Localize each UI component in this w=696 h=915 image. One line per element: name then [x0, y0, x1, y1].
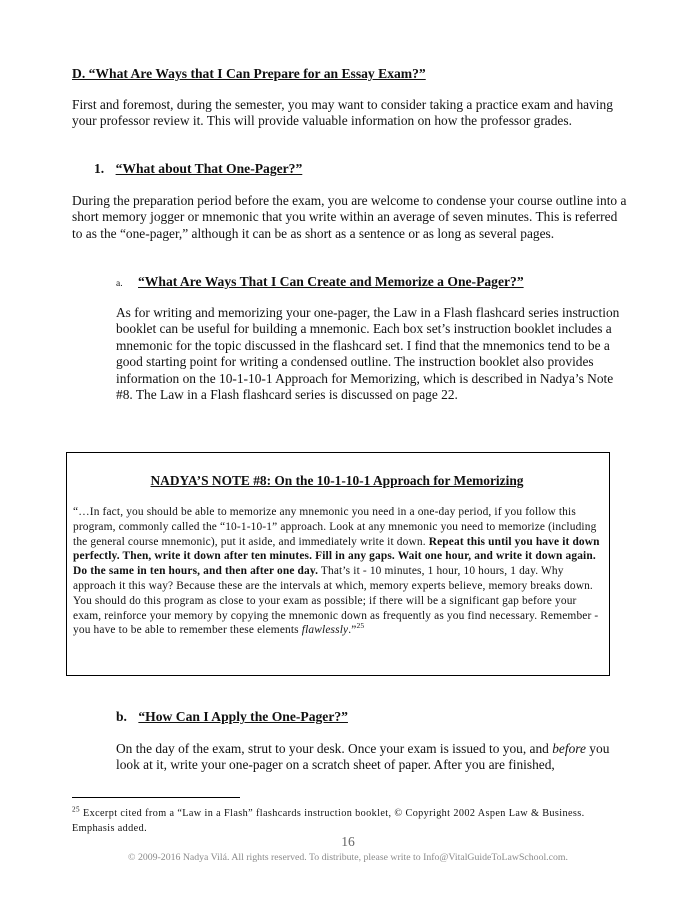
note-text-italic: flawlessly: [301, 624, 349, 637]
footnote-divider: [72, 797, 240, 798]
nadyas-note-box: [66, 452, 610, 676]
note-text-close: .”: [348, 624, 357, 637]
item-b-title: “How Can I Apply the One-Pager?”: [138, 709, 348, 724]
section-heading: D. “What Are Ways that I Can Prepare for an Essay Exam?”: [72, 66, 426, 81]
item-b-text-italic: before: [552, 741, 586, 756]
footnote: [72, 806, 620, 836]
item-1-heading: [94, 161, 302, 177]
footnote-text: Excerpt cited from a “Law in a Flash” flashcards instruction booklet, © Copyright 2002 Aspen Law & Business. Emphasis added.: [72, 808, 585, 834]
item-a-paragraph: As for writing and memorizing your one-pager, the Law in a Flash flashcard series instruction booklet can be useful for building a mnemonic. Each box set’s instruction booklet includes a mnemonic for the topic discussed in the flashcard set. I find that the mnemonics tend to be a good starting point for writing a condensed outline. The instruction booklet also provides information on the 10-1-10-1 Approach for Memorizing, which is described in Nadya’s Note #8. The Law in a Flash flashcard series is discussed on page 22.: [116, 305, 620, 403]
intro-paragraph: First and foremost, during the semester, you may want to consider taking a practice exam and having your professor review it. This will provide valuable information on how the professor grades.: [72, 97, 613, 129]
note-title: [67, 473, 607, 489]
item-a-heading: [116, 274, 524, 290]
item-b-marker: b.: [116, 709, 127, 724]
page-number: 16: [341, 834, 355, 849]
note-body: [73, 505, 601, 638]
item-b-text-start: On the day of the exam, strut to your desk. Once your exam is issued to you, and: [116, 741, 553, 756]
note-text-end: That’s it - 10 minutes, 1 hour, 10 hours, 1 day. Why approach it this way? Because these are the intervals at which, memory experts believe, memory breaks down. You should do this program as close to your exam as possible; if there will be a significant gap before your exam, reinforce your memory by copying the mnemonic down as frequently as you find necessary. Remember - you have to be able to remember these elements: [73, 565, 599, 637]
note-text-start: “…In fact, you should be able to memorize any mnemonic you need in a one-day period, if you follow this program, commonly called the “10-1-10-1” approach. Look at any mnemonic you need to memorize (including the general course mnemonic), put it aside, and immediately write it down.: [73, 506, 597, 548]
item-b-paragraph: [116, 741, 614, 774]
note-text-emphasis: Repeat this until you have it down perfectly. Then, write it down after ten minutes. Fill in any gaps. Wait one hour, and write it down again. Do the same in ten hours, and then after one day.: [73, 535, 600, 578]
footnote-mark: 25: [72, 805, 80, 814]
item-1-number: 1.: [94, 161, 105, 176]
copyright-notice: © 2009-2016 Nadya Vilá. All rights reserved. To distribute, please write to Info@VitalGuideToLawSchool.com.: [128, 852, 568, 863]
note-title-text: NADYA’S NOTE #8: On the 10-1-10-1 Approach for Memorizing: [150, 473, 524, 488]
note-footnote-ref: 25: [356, 621, 365, 631]
item-b-text-end: you look at it, write your one-pager on a scratch sheet of paper. After you are finished,: [116, 741, 610, 773]
item-1-paragraph: During the preparation period before the exam, you are welcome to condense your course outline into a short memory jogger or mnemonic that you write within an average of seven minutes. This is referred to as the “one-pager,” although it can be as short as a sentence or as long as several pages.: [72, 193, 627, 241]
item-1-title: “What about That One-Pager?”: [115, 161, 303, 176]
item-a-title: “What Are Ways That I Can Create and Memorize a One-Pager?”: [138, 274, 524, 289]
item-b-heading: [116, 709, 348, 725]
item-a-marker: a.: [116, 279, 123, 289]
